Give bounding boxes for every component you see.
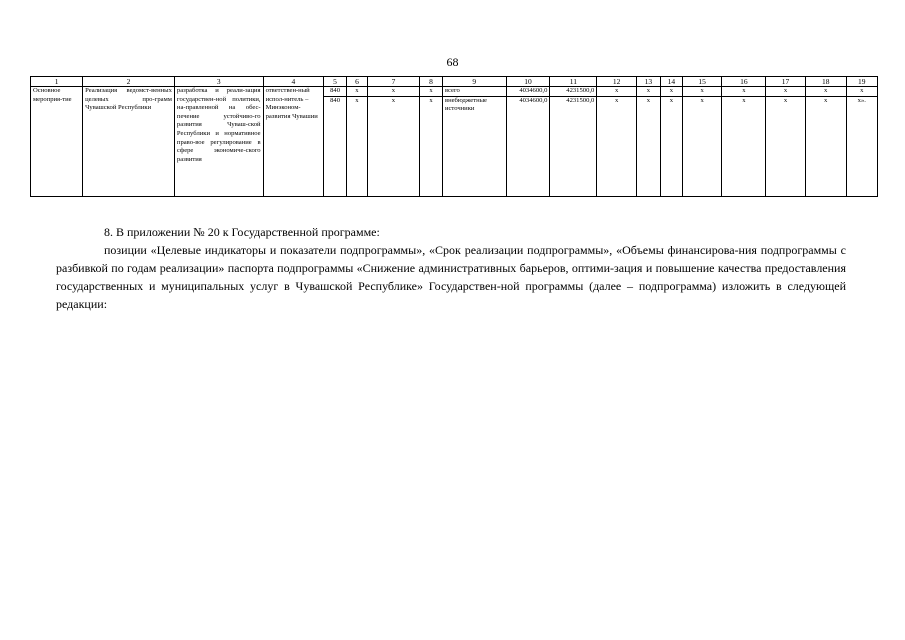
header-cell: 6 (347, 77, 368, 87)
table-cell: x (347, 87, 368, 97)
table-cell: x (420, 87, 443, 97)
event-purpose-cell: разработка и реали-зация государствен-ной политики, на-правленной на обес-печение устойчиво-го развития Чуваш-ской Республики и нормативное право-вое регулирование в сфере экономиче-ского развития (174, 87, 263, 197)
header-cell: 1 (31, 77, 83, 87)
page-number: 68 (446, 55, 459, 69)
table-cell: x (766, 96, 806, 196)
source-cell: внебюджетные источники (442, 96, 506, 196)
program-table (30, 76, 878, 197)
header-cell: 14 (660, 77, 682, 87)
header-cell: 18 (805, 77, 846, 87)
header-cell: 12 (597, 77, 637, 87)
amount-cell: 4034600,0 (506, 96, 550, 196)
table-cell: x (805, 96, 846, 196)
header-cell: 19 (846, 77, 877, 87)
table-cell: x (660, 96, 682, 196)
body-text (56, 223, 846, 313)
header-cell: 9 (442, 77, 506, 87)
table-cell: x (722, 96, 766, 196)
paragraph-amendment: позиции «Целевые индикаторы и показатели подпрограммы», «Срок реализации подпрограммы», «Объемы финансирова-ния подпрограммы с разбивкой по годам реализации» паспорта подпрограммы «Снижение административных барьеров, оптими-зация и повышение качества предоставления государственных и муниципальных услуг в Чувашской Республике» Государствен-ной программы (далее – подпрограмма) изложить в следующей редакции: (56, 243, 846, 311)
table-cell: 840 (324, 96, 347, 196)
header-cell: 7 (367, 77, 419, 87)
table-cell: x (682, 96, 722, 196)
table-cell: x (597, 96, 637, 196)
table-row (31, 87, 878, 97)
table-cell: x (722, 87, 766, 97)
table-cell: x (347, 96, 368, 196)
amount-cell: 4231500,0 (550, 96, 597, 196)
header-cell: 13 (636, 77, 660, 87)
table-cell: x (636, 87, 660, 97)
table-cell: x (766, 87, 806, 97)
table-cell: x (846, 87, 877, 97)
table-cell: x (682, 87, 722, 97)
table-cell: 840 (324, 87, 347, 97)
table-cell: x (660, 87, 682, 97)
table-cell: x (636, 96, 660, 196)
header-cell: 16 (722, 77, 766, 87)
source-cell: всего (442, 87, 506, 97)
amount-cell: 4034600,0 (506, 87, 550, 97)
header-cell: 5 (324, 77, 347, 87)
table-cell: x (420, 96, 443, 196)
header-cell: 4 (263, 77, 324, 87)
table-cell: x (805, 87, 846, 97)
table-cell: x (367, 87, 419, 97)
executor-cell: ответствен-ный испол-нитель – Минэконом-развития Чувашии (263, 87, 324, 197)
header-cell: 10 (506, 77, 550, 87)
event-name-cell: Реализация ведомст-венных целевых про-грамм Чувашской Республики (83, 87, 175, 197)
table-cell: x (597, 87, 637, 97)
paragraph-item-8: 8. В приложении № 20 к Государственной программе: (104, 225, 380, 239)
header-cell: 2 (83, 77, 175, 87)
event-type-cell: Основное мероприя-тие (31, 87, 83, 197)
header-cell: 8 (420, 77, 443, 87)
table-cell: x (367, 96, 419, 196)
table-cell: x». (846, 96, 877, 196)
header-cell: 11 (550, 77, 597, 87)
header-cell: 3 (174, 77, 263, 87)
amount-cell: 4231500,0 (550, 87, 597, 97)
header-cell: 17 (766, 77, 806, 87)
header-cell: 15 (682, 77, 722, 87)
table-header-row (31, 77, 878, 87)
